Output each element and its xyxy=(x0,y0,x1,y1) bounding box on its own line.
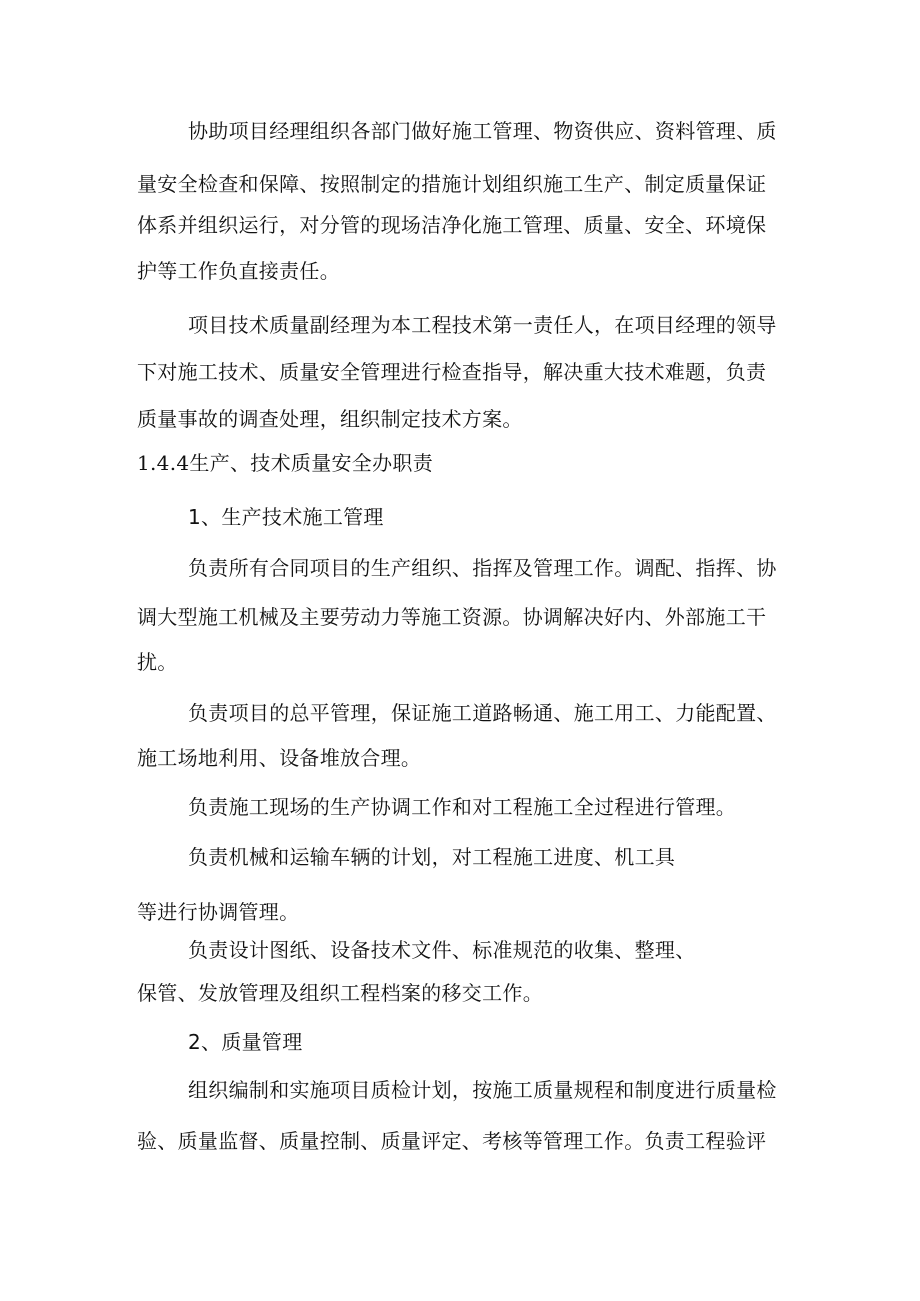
paragraph-line: 体系并组织运行，对分管的现场洁净化施工管理、质量、安全、环境保 xyxy=(137,213,767,237)
subsection-heading: 1、生产技术施工管理 xyxy=(188,505,384,529)
paragraph-line: 等进行协调管理。 xyxy=(137,900,300,924)
paragraph-line: 调大型施工机械及主要劳动力等施工资源。协调解决好内、外部施工干 xyxy=(137,605,767,629)
paragraph-line: 扰。 xyxy=(137,650,178,674)
paragraph-line: 护等工作负直接责任。 xyxy=(137,259,340,283)
paragraph-line: 施工场地利用、设备堆放合理。 xyxy=(137,746,422,770)
paragraph-line: 负责设计图纸、设备技术文件、标准规范的收集、整理、 xyxy=(188,938,696,962)
section-heading: 1.4.4生产、技术质量安全办职责 xyxy=(137,451,433,475)
paragraph-line: 组织编制和实施项目质检计划，按施工质量规程和制度进行质量检 xyxy=(188,1078,777,1102)
paragraph-line: 负责施工现场的生产协调工作和对工程施工全过程进行管理。 xyxy=(188,795,737,819)
paragraph-line: 协助项目经理组织各部门做好施工管理、物资供应、资料管理、质 xyxy=(188,119,777,143)
paragraph-line: 量安全检查和保障、按照制定的措施计划组织施工生产、制定质量保证 xyxy=(137,172,767,196)
subsection-heading: 2、质量管理 xyxy=(188,1030,303,1054)
paragraph-line: 质量事故的调查处理，组织制定技术方案。 xyxy=(137,407,523,431)
paragraph-line: 下对施工技术、质量安全管理进行检查指导，解决重大技术难题，负责 xyxy=(137,360,767,384)
paragraph-line: 负责机械和运输车辆的计划，对工程施工进度、机工具 xyxy=(188,845,676,869)
paragraph-line: 项目技术质量副经理为本工程技术第一责任人，在项目经理的领导 xyxy=(188,313,777,337)
paragraph-line: 负责所有合同项目的生产组织、指挥及管理工作。调配、指挥、协 xyxy=(188,556,777,580)
paragraph-line: 验、质量监督、质量控制、质量评定、考核等管理工作。负责工程验评 xyxy=(137,1129,767,1153)
paragraph-line: 负责项目的总平管理，保证施工道路畅通、施工用工、力能配置、 xyxy=(188,701,777,725)
paragraph-line: 保管、发放管理及组织工程档案的移交工作。 xyxy=(137,981,543,1005)
